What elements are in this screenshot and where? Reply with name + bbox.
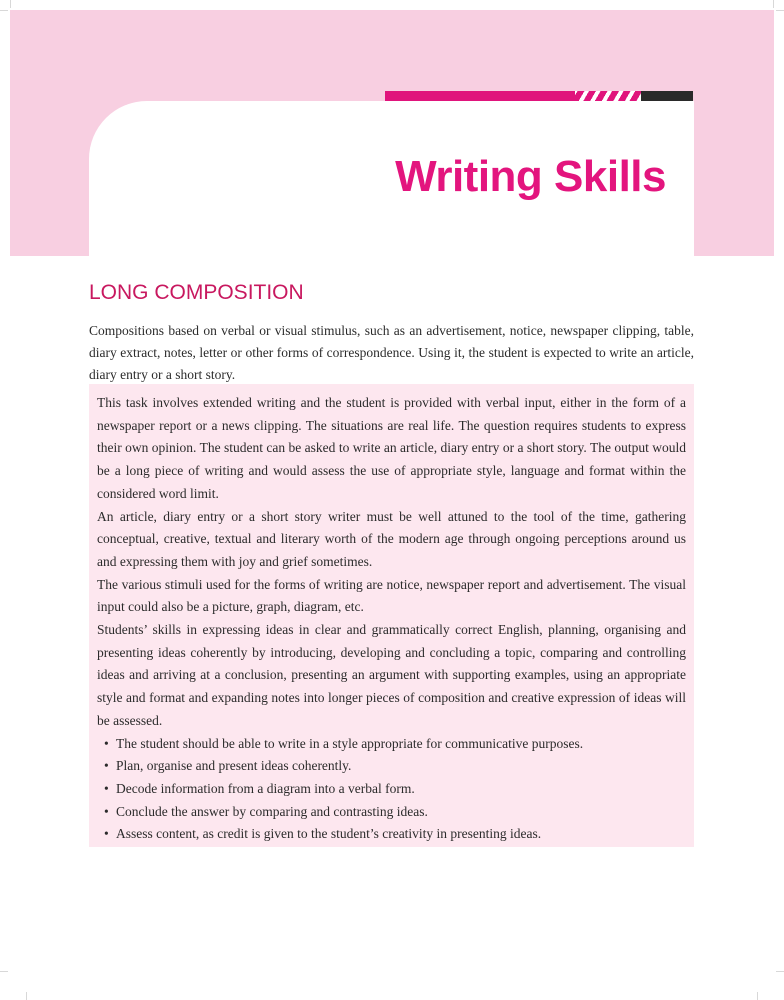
bullet-icon: • bbox=[104, 780, 109, 796]
crop-mark bbox=[10, 0, 11, 8]
dark-bar-end bbox=[641, 91, 693, 101]
box-paragraph: The various stimuli used for the forms of writing are notice, newspaper report and advertisement. The visual input could also be a picture, graph, diagram, etc. bbox=[97, 576, 686, 615]
bullet-icon: • bbox=[104, 803, 109, 819]
list-item-text: Assess content, as credit is given to the student’s creativity in presenting ideas. bbox=[116, 826, 542, 842]
list-item-text: The student should be able to write in a style appropriate for communicative purposes. bbox=[116, 735, 584, 751]
header-card bbox=[89, 101, 694, 341]
box-paragraph: This task involves extended writing and the student is provided with verbal input, either in the form of a newspaper report or a news clipping. The situations are real life. The question requires students to express their own opinion. The student can be asked to write an article, diary entry or a short story. The output would be a long piece of writing and would assess the use of appropriate style, language and format within the considered word limit. bbox=[97, 395, 686, 501]
bullet-icon: • bbox=[104, 735, 109, 751]
section-heading: LONG COMPOSITION bbox=[89, 281, 304, 304]
crop-mark bbox=[773, 0, 774, 8]
crop-mark bbox=[26, 992, 27, 1000]
list-item-text: Conclude the answer by comparing and contrasting ideas. bbox=[116, 803, 428, 819]
stripe-pattern bbox=[575, 91, 641, 101]
crop-mark bbox=[757, 992, 758, 1000]
box-paragraph: An article, diary entry or a short story writer must be well attuned to the tool of the time, gathering conceptual, creative, textual and literary worth of the modern age through ongoing perceptions around us and expressing them with joy and grief sometimes. bbox=[97, 508, 686, 569]
list-item bbox=[97, 801, 686, 824]
list-item bbox=[97, 823, 686, 846]
info-box bbox=[89, 384, 694, 847]
bullet-list bbox=[97, 733, 686, 847]
intro-paragraph: Compositions based on verbal or visual stimulus, such as an advertisement, notice, newspaper clipping, table, diary extract, notes, letter or other forms of correspondence. Using it, the student is expected to write an article, diary entry or a short story. bbox=[89, 323, 694, 382]
bullet-icon: • bbox=[104, 758, 109, 774]
header-notch bbox=[237, 230, 357, 260]
decorative-stripe-bar bbox=[385, 91, 693, 101]
crop-mark bbox=[0, 10, 8, 11]
crop-mark bbox=[0, 971, 8, 972]
list-item bbox=[97, 733, 686, 756]
list-item bbox=[97, 755, 686, 778]
box-paragraph: Students’ skills in expressing ideas in clear and grammatically correct English, planning, organising and presenting ideas coherently by introducing, developing and concluding a topic, comparing and controlling ideas and arriving at a conclusion, presenting an argument with supporting examples, using an appropriate style and format and expanding notes into longer pieces of composition and creative expression of ideas will be assessed. bbox=[97, 622, 686, 728]
crop-mark bbox=[776, 971, 784, 972]
list-item-text: Plan, organise and present ideas coherently. bbox=[116, 758, 352, 774]
list-item-text: Decode information from a diagram into a verbal form. bbox=[116, 780, 415, 796]
crop-mark bbox=[776, 10, 784, 11]
page-title: Writing Skills bbox=[395, 152, 666, 201]
list-item bbox=[97, 778, 686, 801]
bullet-icon: • bbox=[104, 826, 109, 842]
